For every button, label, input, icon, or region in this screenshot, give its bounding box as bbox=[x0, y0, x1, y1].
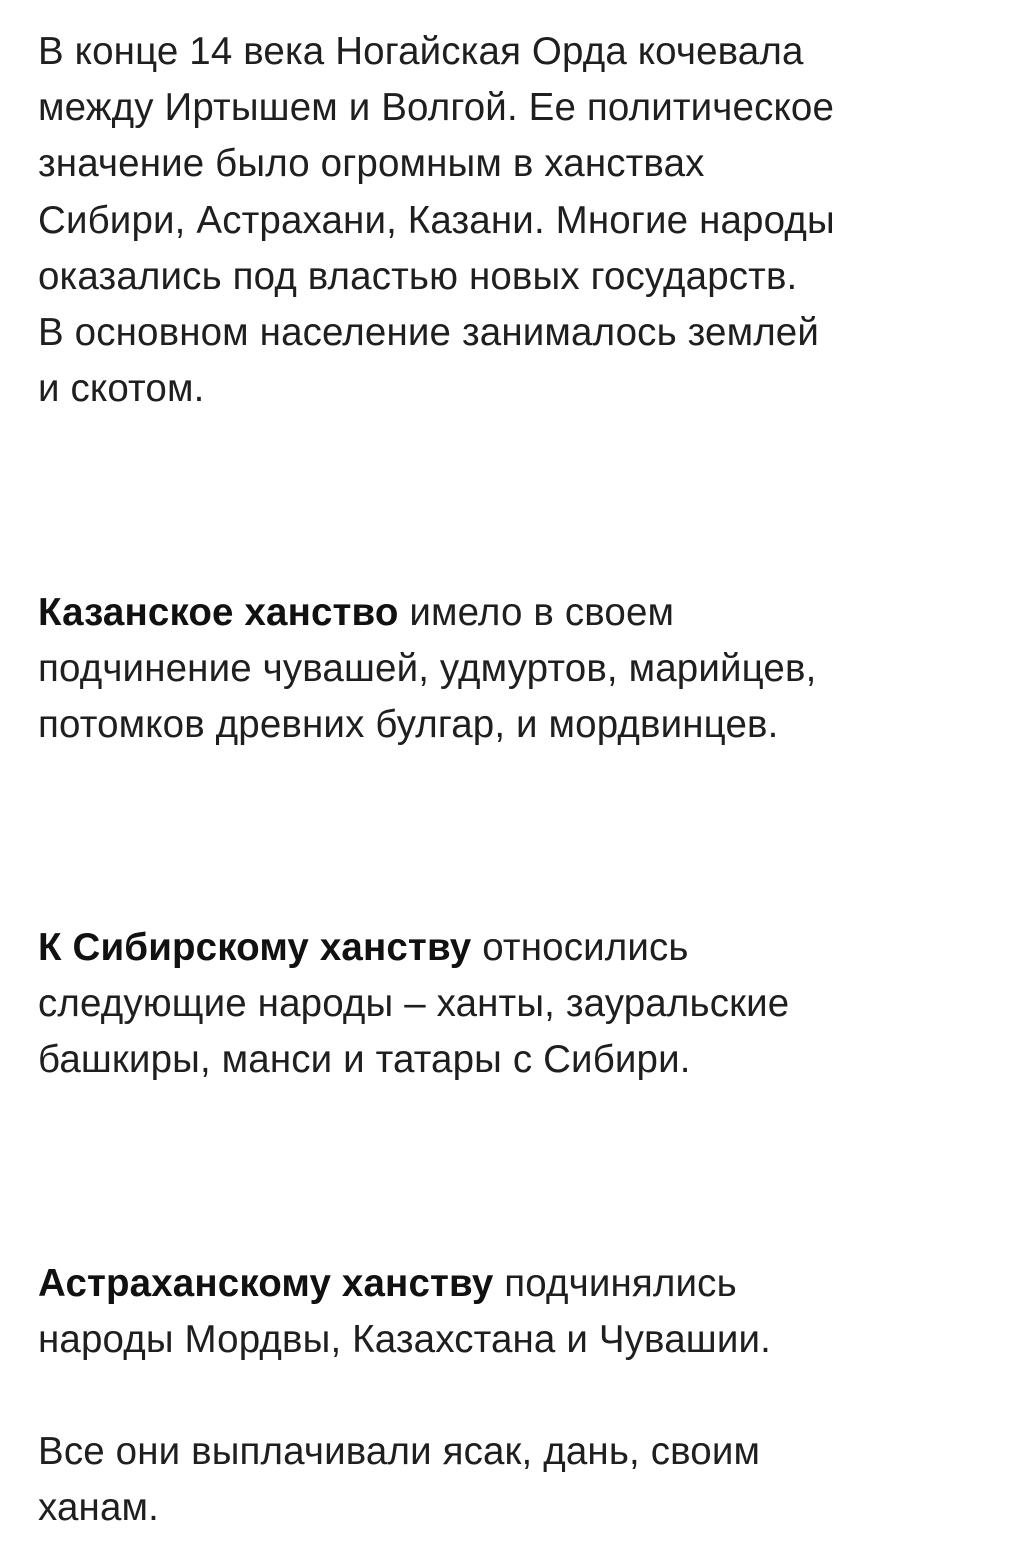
text-line: между Иртышем и Волгой. Ее политическое bbox=[38, 86, 835, 130]
text-line: ханам. bbox=[38, 1486, 159, 1530]
text-line: следующие народы – ханты, зауральские bbox=[38, 982, 790, 1026]
text-line bbox=[38, 585, 816, 641]
kazan-khanate-heading: Казанское ханство bbox=[38, 591, 399, 634]
conclusion-paragraph bbox=[38, 1424, 760, 1536]
astrakhan-khanate-paragraph bbox=[38, 1256, 771, 1368]
text-line: народы Мордвы, Казахстана и Чувашии. bbox=[38, 1318, 771, 1362]
text-line: Сибири, Астрахани, Казани. Многие народы bbox=[38, 198, 835, 242]
kazan-khanate-paragraph bbox=[38, 585, 816, 754]
siberian-khanate-heading: К Сибирскому ханству bbox=[38, 926, 472, 969]
siberian-khanate-paragraph bbox=[38, 920, 789, 1089]
text-line: В конце 14 века Ногайская Орда кочевала bbox=[38, 30, 804, 73]
text-line bbox=[38, 920, 789, 976]
astrakhan-khanate-heading: Астраханскому ханству bbox=[38, 1262, 494, 1305]
text-line: значение было огромным в ханствах bbox=[38, 142, 705, 186]
text-fragment: относились bbox=[471, 926, 689, 969]
text-line: оказались под властью новых государств. bbox=[38, 254, 798, 298]
text-line: В основном население занималось землей bbox=[38, 311, 820, 355]
text-line: потомков древних булгар, и мордвинцев. bbox=[38, 703, 779, 747]
intro-paragraph bbox=[38, 24, 835, 417]
text-line bbox=[38, 1256, 771, 1312]
text-line: башкиры, манси и татары с Сибири. bbox=[38, 1038, 691, 1082]
text-fragment: имело в своем bbox=[398, 591, 675, 634]
text-line: Все они выплачивали ясак, дань, своим bbox=[38, 1430, 761, 1473]
text-line: подчинение чувашей, удмуртов, марийцев, bbox=[38, 647, 817, 691]
text-fragment: подчинялись bbox=[493, 1262, 737, 1305]
text-line: и скотом. bbox=[38, 367, 205, 411]
